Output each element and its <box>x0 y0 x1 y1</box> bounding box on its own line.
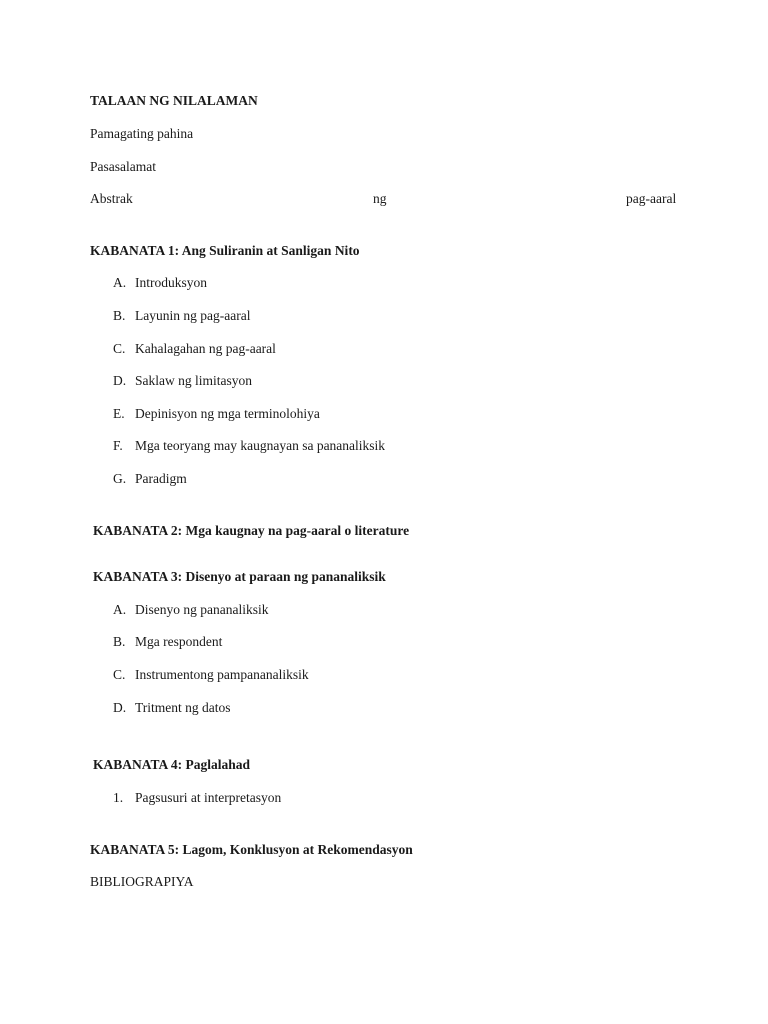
list-item: Depinisyon ng mga terminolohiya <box>135 406 320 421</box>
list-marker: D. <box>113 700 127 715</box>
list-item: Tritment ng datos <box>135 700 231 715</box>
list-marker: A. <box>113 602 127 617</box>
list-item: Paradigm <box>135 471 187 486</box>
chapter-4-heading: KABANATA 4: Paglalahad <box>93 757 251 772</box>
list-item: Pagsusuri at interpretasyon <box>135 790 282 805</box>
list-marker: C. <box>113 341 126 356</box>
list-item: Instrumentong pampananaliksik <box>135 667 309 682</box>
list-marker: B. <box>113 308 126 323</box>
list-marker: 1. <box>113 790 124 805</box>
front-matter-title-page: Pamagating pahina <box>90 126 194 141</box>
abstract-left-word: Abstrak <box>90 191 133 206</box>
chapter-5-heading: KABANATA 5: Lagom, Konklusyon at Rekomendasyon <box>90 842 413 857</box>
list-marker: B. <box>113 634 126 649</box>
list-marker: F. <box>113 438 123 453</box>
list-item: Disenyo ng pananaliksik <box>135 602 269 617</box>
list-item: Saklaw ng limitasyon <box>135 373 252 388</box>
chapter-2-heading: KABANATA 2: Mga kaugnay na pag-aaral o literature <box>93 523 410 538</box>
bibliography-entry: BIBLIOGRAPIYA <box>90 874 194 889</box>
list-item: Layunin ng pag-aaral <box>135 308 251 323</box>
list-item: Mga teoryang may kaugnayan sa pananaliksik <box>135 438 386 453</box>
list-item: Introduksyon <box>135 275 207 290</box>
front-matter-acknowledgement: Pasasalamat <box>90 159 156 174</box>
chapter-3-heading: KABANATA 3: Disenyo at paraan ng pananaliksik <box>93 569 386 584</box>
list-marker: E. <box>113 406 125 421</box>
list-marker: C. <box>113 667 126 682</box>
list-marker: D. <box>113 373 127 388</box>
chapter-1-heading: KABANATA 1: Ang Suliranin at Sanligan Nito <box>90 243 360 258</box>
abstract-right-word: pag-aaral <box>626 191 677 206</box>
list-item: Mga respondent <box>135 634 223 649</box>
list-marker: A. <box>113 275 127 290</box>
toc-title: TALAAN NG NILALAMAN <box>90 93 258 108</box>
abstract-middle-word: ng <box>373 191 387 206</box>
list-item: Kahalagahan ng pag-aaral <box>135 341 276 356</box>
list-marker: G. <box>113 471 127 486</box>
